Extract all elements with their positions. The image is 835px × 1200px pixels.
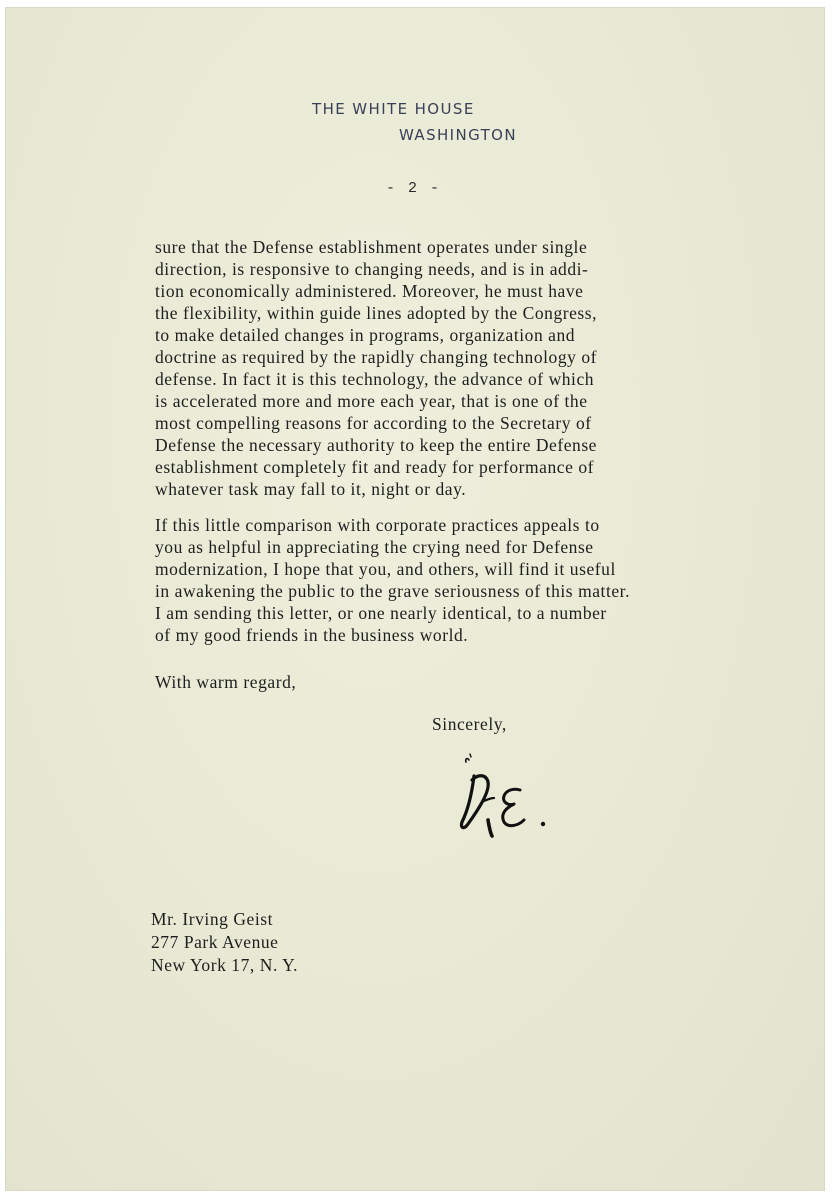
body-line: most compelling reasons for according to the Secretary of <box>155 413 592 433</box>
body-line: establishment completely fit and ready for performance of <box>155 457 595 477</box>
recipient-street: 277 Park Avenue <box>151 932 279 952</box>
body-line: the flexibility, within guide lines adopted by the Congress, <box>155 303 598 323</box>
body-line: doctrine as required by the rapidly changing technology of <box>155 347 598 367</box>
letterhead-location: WASHINGTON <box>399 126 517 144</box>
body-line: to make detailed changes in programs, organization and <box>155 325 576 345</box>
body-line: is accelerated more and more each year, that is one of the <box>155 391 588 411</box>
body-line: Defense the necessary authority to keep the entire Defense <box>155 435 597 455</box>
body-line: direction, is responsive to changing needs, and is in addi- <box>155 259 589 279</box>
signature-period <box>541 822 545 826</box>
sign-off: Sincerely, <box>432 714 507 734</box>
recipient-city: New York 17, N. Y. <box>151 955 299 975</box>
body-line: I am sending this letter, or one nearly identical, to a number <box>155 603 607 623</box>
body-line: defense. In fact it is this technology, the advance of which <box>155 369 595 389</box>
body-line: whatever task may fall to it, night or day. <box>155 479 467 499</box>
body-line: sure that the Defense establishment operates under single <box>155 237 588 257</box>
body-line: If this little comparison with corporate practices appeals to <box>155 515 600 535</box>
handwritten-signature <box>448 748 558 848</box>
body-paragraph-1 <box>155 236 597 500</box>
recipient-name: Mr. Irving Geist <box>151 909 274 929</box>
closing-line: With warm regard, <box>155 672 297 692</box>
recipient-address <box>151 908 298 977</box>
body-line: of my good friends in the business world. <box>155 625 469 645</box>
page-number: - 2 - <box>386 180 442 197</box>
body-line: modernization, I hope that you, and others, will find it useful <box>155 559 616 579</box>
letter-page <box>6 8 824 1190</box>
body-line: you as helpful in appreciating the crying need for Defense <box>155 537 594 557</box>
letterhead-title: THE WHITE HOUSE <box>312 100 475 118</box>
body-line: tion economically administered. Moreover, he must have <box>155 281 584 301</box>
body-paragraph-2 <box>155 514 630 646</box>
body-line: in awakening the public to the grave seriousness of this matter. <box>155 581 631 601</box>
